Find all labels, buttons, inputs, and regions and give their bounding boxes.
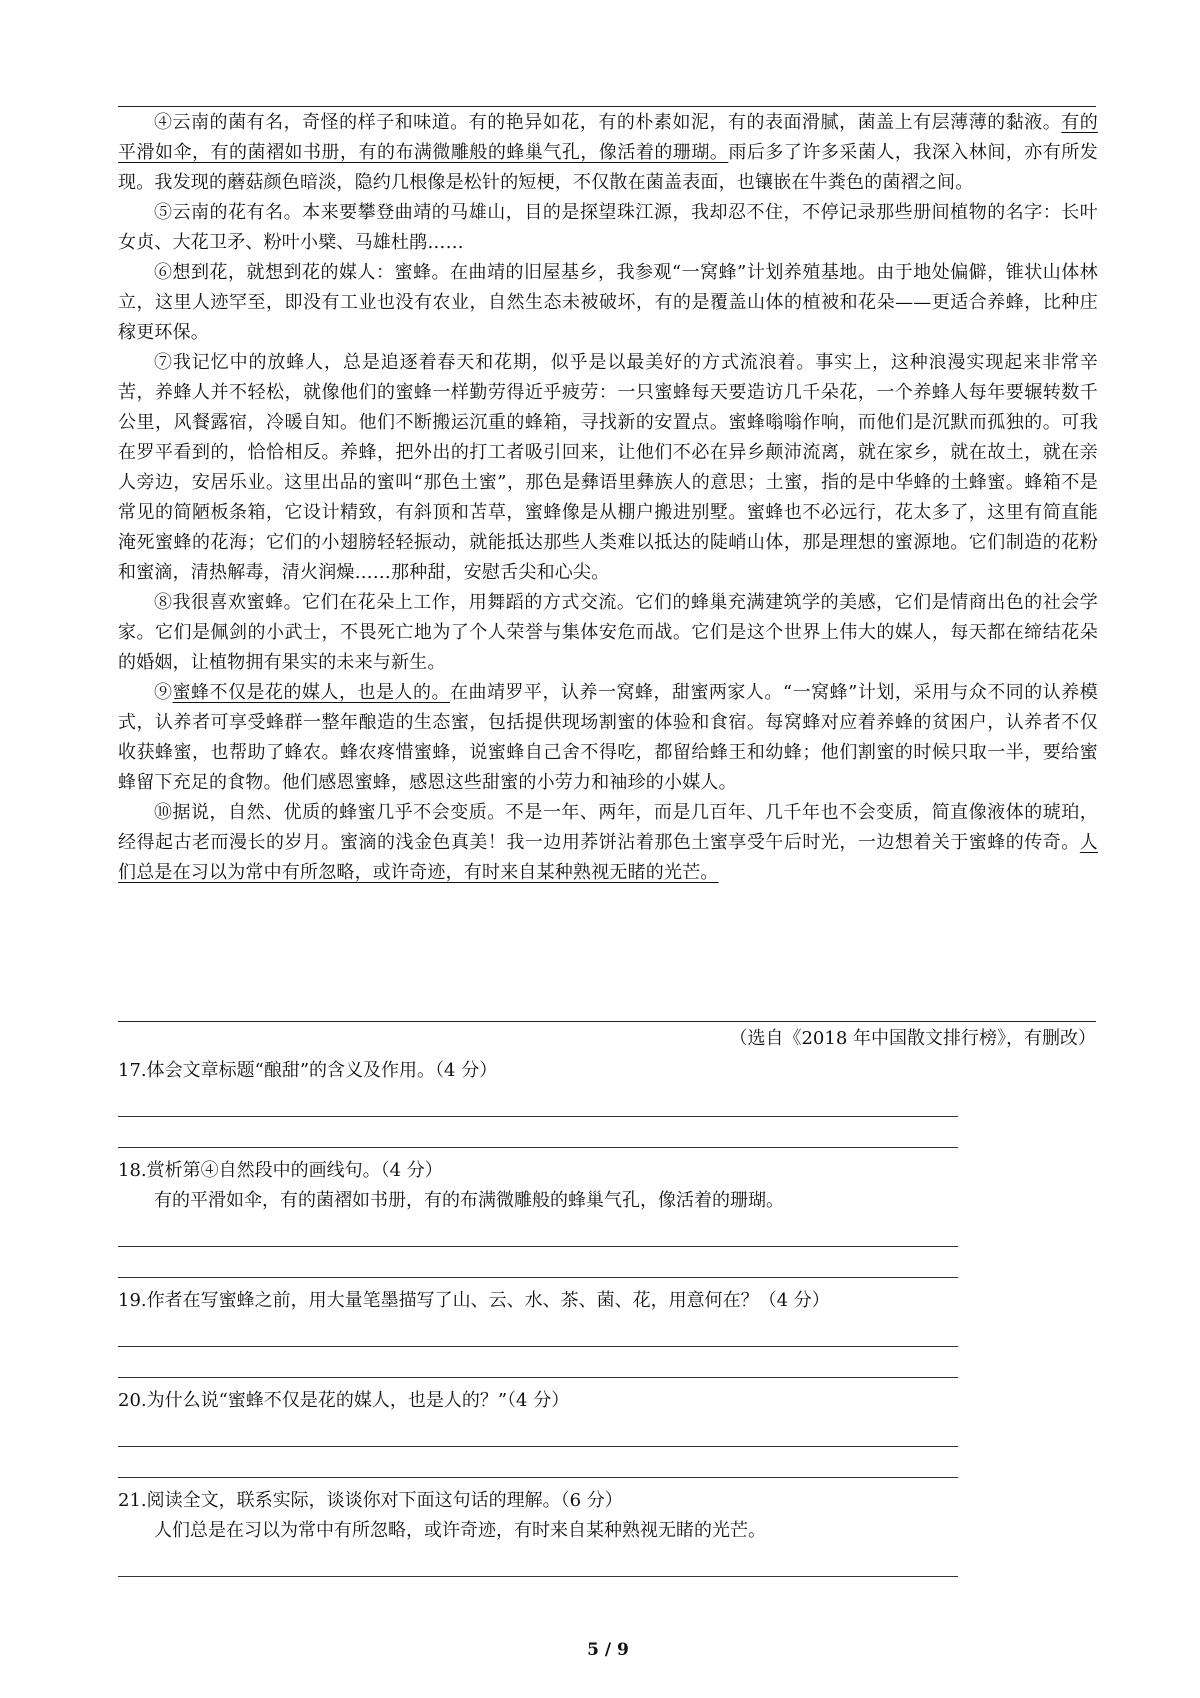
reading-passage (118, 108, 1098, 888)
question-18 (118, 1156, 1098, 1278)
question-21-title: 21.阅读全文，联系实际，谈谈你对下面这句话的理解。（6 分） (118, 1490, 623, 1511)
question-20 (118, 1386, 1098, 1478)
question-17-title: 17.体会文章标题“酿甜”的含义及作用。（4 分） (118, 1060, 498, 1081)
source-divider (118, 1021, 1096, 1054)
paragraph-4-text-b: 雨后多了许多采菌人，我深入林间，亦有所发现。我发现的蘑菇颜色暗淡，隐约几根像是松针的短梗，不仅散在菌盖表面，也镶嵌在牛粪色的菌褶之间。 (118, 142, 1098, 193)
answer-line[interactable] (118, 1117, 958, 1148)
question-21 (118, 1486, 1098, 1577)
paragraph-5: ⑤云南的花有名。本来要攀登曲靖的马雄山，目的是探望珠江源，我却忍不住，不停记录那些册间植物的名字：长叶女贞、大花卫矛、粉叶小檗、马雄杜鹃…… (118, 202, 1098, 253)
answer-line[interactable] (118, 1086, 958, 1117)
paragraph-10-text: ⑩据说，自然、优质的蜂蜜几乎不会变质。不是一年、两年，而是几百年、几千年也不会变质，简直像液体的琥珀，经得起古老而漫长的岁月。蜜滴的浅金色真美！我一边用荞饼沾着那色土蜜享受午后时光，一边想着关于蜜蜂的传奇。 (118, 802, 1098, 853)
question-19-title: 19.作者在写蜜蜂之前，用大量笔墨描写了山、云、水、茶、菌、花，用意何在？（4 分） (118, 1290, 830, 1311)
paragraph-10 (118, 798, 1098, 888)
paragraph-9 (118, 678, 1098, 798)
answer-line[interactable] (118, 1447, 958, 1478)
question-19 (118, 1286, 1098, 1378)
question-21-quote: 人们总是在习以为常中有所忽略，或许奇迹，有时来自某种熟视无睹的光芒。 (154, 1520, 766, 1541)
question-17 (118, 1056, 1098, 1148)
answer-line[interactable] (118, 1416, 958, 1447)
paragraph-4-underlined-sentence: 有的平滑如伞，有的菌褶如书册，有的布满微雕般的蜂巢气孔，像活着的珊瑚。 (118, 112, 1098, 163)
paragraph-6: ⑥想到花，就想到花的媒人：蜜蜂。在曲靖的旧屋基乡，我参观“一窝蜂”计划养殖基地。由于地处偏僻，锥状山体林立，这里人迹罕至，即没有工业也没有农业，自然生态未被破坏，有的是覆盖山体的植被和花朵——更适合养蜂，比种庄稼更环保。 (118, 262, 1098, 343)
paragraph-4-text-a: ④云南的菌有名，奇怪的样子和味道。有的艳异如花，有的朴素如泥，有的表面滑腻，菌盖上有层薄薄的黏液。 (154, 112, 1062, 133)
paragraph-9-number: ⑨ (154, 682, 173, 703)
top-divider (118, 106, 1096, 107)
answer-line[interactable] (118, 1316, 958, 1347)
answer-line[interactable] (118, 1247, 958, 1278)
question-18-quote: 有的平滑如伞，有的菌褶如书册，有的布满微雕般的蜂巢气孔，像活着的珊瑚。 (154, 1190, 784, 1211)
question-list (118, 1056, 1098, 1577)
question-18-title: 18.赏析第④自然段中的画线句。（4 分） (118, 1160, 443, 1181)
paragraph-9-text: 在曲靖罗平，认养一窝蜂，甜蜜两家人。“一窝蜂”计划，采用与众不同的认养模式，认养者可享受蜂群一整年酿造的生态蜜，包括提供现场割蜜的体验和食宿。每窝蜂对应着养蜂的贫困户，认养者不仅收获蜂蜜，也帮助了蜂农。蜂农疼惜蜜蜂，说蜜蜂自己舍不得吃，都留给蜂王和幼蜂；他们割蜜的时候只取一半，要给蜜蜂留下充足的食物。他们感恩蜜蜂，感恩这些甜蜜的小劳力和袖珍的小媒人。 (118, 682, 1098, 793)
paragraph-10-underlined-sentence: 人们总是在习以为常中有所忽略，或许奇迹，有时来自某种熟视无睹的光芒。 (118, 832, 1098, 883)
exam-page (118, 0, 1098, 1698)
paragraph-9-underlined-sentence: 蜜蜂不仅是花的媒人，也是人的。 (172, 682, 450, 703)
paragraph-8: ⑧我很喜欢蜜蜂。它们在花朵上工作，用舞蹈的方式交流。它们的蜂巢充满建筑学的美感，它们是情商出色的社会学家。它们是佩剑的小武士，不畏死亡地为了个人荣誉与集体安危而战。它们是这个世界上伟大的媒人，每天都在缔结花朵的婚姻，让植物拥有果实的未来与新生。 (118, 592, 1098, 673)
page-number: 5 / 9 (587, 1640, 629, 1660)
question-20-title: 20.为什么说“蜜蜂不仅是花的媒人，也是人的？”（4 分） (118, 1390, 570, 1411)
answer-line[interactable] (118, 1216, 958, 1247)
answer-line[interactable] (118, 1546, 958, 1577)
paragraph-7: ⑦我记忆中的放蜂人，总是追逐着春天和花期，似乎是以最美好的方式流浪着。事实上，这种浪漫实现起来非常辛苦，养蜂人并不轻松，就像他们的蜜蜂一样勤劳得近乎疲劳：一只蜜蜂每天要造访几千朵花，一个养蜂人每年要辗转数千公里，风餐露宿，冷暖自知。他们不断搬运沉重的蜂箱，寻找新的安置点。蜜蜂嗡嗡作响，而他们是沉默而孤独的。可我在罗平看到的，恰恰相反。养蜂，把外出的打工者吸引回来，让他们不必在异乡颠沛流离，就在家乡，就在故土，就在亲人旁边，安居乐业。这里出品的蜜叫“那色土蜜”，那色是彝语里彝族人的意思；土蜜，指的是中华蜂的土蜂蜜。蜂箱不是常见的简陋板条箱，它设计精致，有斜顶和苫草，蜜蜂像是从棚户搬进别墅。蜜蜂也不必远行，花太多了，这里有简直能淹死蜜蜂的花海；它们的小翅膀轻轻振动，就能抵达那些人类难以抵达的陡峭山体，那是理想的蜜源地。它们制造的花粉和蜜滴，清热解毒，清火润燥……那种甜，安慰舌尖和心尖。 (118, 352, 1098, 583)
answer-line[interactable] (118, 1347, 958, 1378)
source-citation: （选自《2018 年中国散文排行榜》，有删改） (729, 1028, 1096, 1049)
paragraph-4 (118, 108, 1098, 198)
